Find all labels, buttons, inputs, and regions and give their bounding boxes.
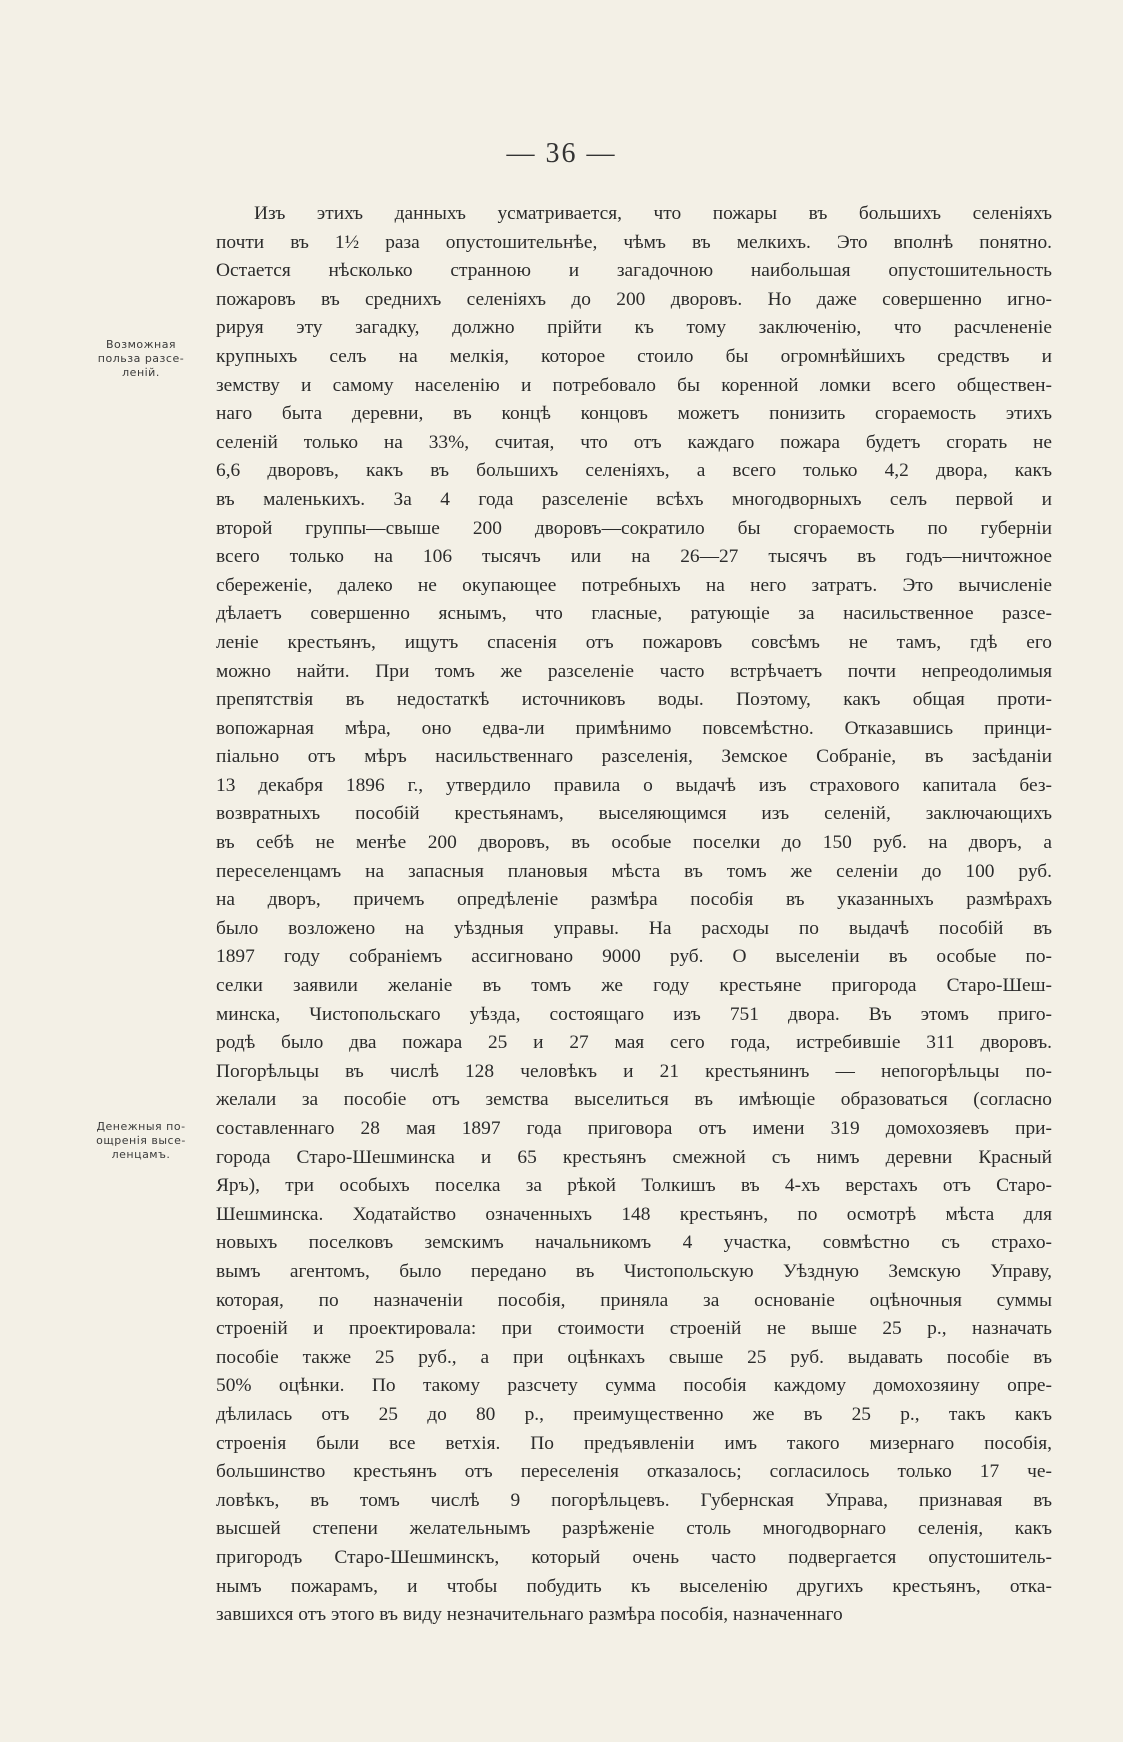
text-line: высшей степени желательнымъ разрѣженіе столь многодворнаго селенія, какъ xyxy=(216,1518,1052,1540)
margin-note-line: ленцамъ. xyxy=(111,1148,171,1161)
text-line: новыхъ поселковъ земскимъ начальникомъ 4 участка, совмѣстно съ страхо- xyxy=(216,1232,1052,1254)
text-line: минска, Чистопольскаго уѣзда, состоящаго изъ 751 двора. Въ этомъ приго- xyxy=(216,1003,1052,1025)
text-line: которая, по назначеніи пособія, приняла за основаніе оцѣночныя суммы xyxy=(216,1289,1052,1311)
margin-note-line: польза разсе- xyxy=(97,352,185,365)
text-line: Остается нѣсколько странною и загадочною наибольшая опустошительность xyxy=(216,260,1052,282)
text-line: ловѣкъ, въ томъ числѣ 9 погорѣльцевъ. Губернская Управа, признавая въ xyxy=(216,1489,1052,1511)
text-line: 6,6 дворовъ, какъ въ большихъ селеніяхъ, а всего только 4,2 двора, какъ xyxy=(216,460,1052,482)
text-line: города Старо-Шешминска и 65 крестьянъ смежной съ нимъ деревни Красный xyxy=(216,1146,1052,1168)
text-line: нымъ пожарамъ, и чтобы побудить къ выселенію другихъ крестьянъ, отка- xyxy=(216,1575,1052,1597)
text-line: вымъ агентомъ, было передано въ Чистопольскую Уѣздную Земскую Управу, xyxy=(216,1260,1052,1282)
text-line: пригородъ Старо-Шешминскъ, который очень часто подвергается опустошитель- xyxy=(216,1546,1052,1568)
text-line: земству и самому населенію и потребовало бы коренной ломки всего обществен- xyxy=(216,374,1052,396)
text-line: переселенцамъ на запасныя плановыя мѣста въ томъ же селеніи до 100 руб. xyxy=(216,860,1052,882)
text-line: въ себѣ не менѣе 200 дворовъ, въ особые поселки до 150 руб. на дворъ, а xyxy=(216,832,1052,854)
text-line: Шешминска. Ходатайство означенныхъ 148 крестьянъ, по осмотрѣ мѣста для xyxy=(216,1203,1052,1225)
margin-note-line: ощренія высе- xyxy=(96,1134,186,1147)
text-line: вопожарная мѣра, оно едва-ли примѣнимо повсемѣстно. Отказавшись принци- xyxy=(216,717,1052,739)
text-line: строеній и проектировала: при стоимости строеній не выше 25 р., назначать xyxy=(216,1318,1052,1340)
text-line: леніе крестьянъ, ищутъ спасенія отъ пожаровъ совсѣмъ не тамъ, гдѣ его xyxy=(216,631,1052,653)
margin-note-line: леній. xyxy=(122,366,160,379)
text-line: второй группы—свыше 200 дворовъ—сократило бы сгораемость по губерніи xyxy=(216,517,1052,539)
text-line: составленнаго 28 мая 1897 года приговора отъ имени 319 домохозяевъ при- xyxy=(216,1118,1052,1139)
text-line: большинство крестьянъ отъ переселенія отказалось; согласилось только 17 че- xyxy=(216,1461,1052,1483)
text-line: препятствія въ недостаткѣ источниковъ воды. Поэтому, какъ общая проти- xyxy=(216,689,1052,711)
text-line: дѣлилась отъ 25 до 80 р., преимущественно же въ 25 р., такъ какъ xyxy=(216,1403,1052,1425)
margin-note-posobiya xyxy=(78,1120,204,1162)
text-line: было возложено на уѣздныя управы. На расходы по выдачѣ пособій въ xyxy=(216,917,1052,939)
text-line: завшихся отъ этого въ виду незначительнаго размѣра пособія, назначеннаго xyxy=(216,1604,843,1626)
text-line: возвратныхъ пособій крестьянамъ, выселяющимся изъ селеній, заключающихъ xyxy=(216,803,1052,825)
text-line: Яръ), три особыхъ поселка за рѣкой Толкишъ въ 4-хъ верстахъ отъ Старо- xyxy=(216,1175,1052,1197)
text-line: почти въ 1½ раза опустошительнѣе, чѣмъ въ мелкихъ. Это вполнѣ понятно. xyxy=(216,231,1052,253)
margin-note-line: Денежныя по- xyxy=(96,1120,186,1133)
text-line: Изъ этихъ данныхъ усматривается, что пожары въ большихъ селеніяхъ xyxy=(254,203,1052,224)
text-line: желали за пособіе отъ земства выселиться въ имѣющіе образоваться (согласно xyxy=(216,1089,1052,1111)
margin-note-razselenie xyxy=(78,338,204,380)
text-line: селеній только на 33%, считая, что отъ каждаго пожара будетъ сгорать не xyxy=(216,431,1052,453)
text-line: рируя эту загадку, должно прійти къ тому заключенію, что расчлененіе xyxy=(216,317,1052,339)
text-line: Погорѣльцы въ числѣ 128 человѣкъ и 21 крестьянинъ — непогорѣльцы по- xyxy=(216,1060,1052,1082)
text-line: всего только на 106 тысячъ или на 26—27 тысячъ въ годъ—ничтожное xyxy=(216,546,1052,568)
text-line: 50% оцѣнки. По такому разсчету сумма пособія каждому домохозяину опре- xyxy=(216,1375,1052,1397)
text-line: строенія были все ветхія. По предъявленіи имъ такого мизернаго пособія, xyxy=(216,1432,1052,1454)
text-line: пособіе также 25 руб., а при оцѣнкахъ свыше 25 руб. выдавать пособіе въ xyxy=(216,1346,1052,1368)
text-line: сбереженіе, далеко не окупающее потребныхъ на него затратъ. Это вычисленіе xyxy=(216,574,1052,596)
text-line: можно найти. При томъ же разселеніе часто встрѣчаетъ почти непреодолимыя xyxy=(216,660,1052,682)
text-line: селки заявили желаніе въ томъ же году крестьяне пригорода Старо-Шеш- xyxy=(216,975,1052,997)
text-line: крупныхъ селъ на мелкія, которое стоило бы огромнѣйшихъ средствъ и xyxy=(216,345,1052,367)
text-line: на дворъ, причемъ опредѣленіе размѣра пособія въ указанныхъ размѣрахъ xyxy=(216,889,1052,911)
text-line: 1897 году собраніемъ ассигновано 9000 руб. О выселеніи въ особые по- xyxy=(216,946,1052,968)
margin-note-line: Возможная xyxy=(105,338,177,351)
text-line: родѣ было два пожара 25 и 27 мая сего года, истребившіе 311 дворовъ. xyxy=(216,1032,1052,1054)
body-paragraph xyxy=(216,200,1052,1630)
text-line: въ маленькихъ. За 4 года разселеніе всѣхъ многодворныхъ селъ первой и xyxy=(216,488,1052,510)
text-line: 13 декабря 1896 г., утвердило правила о выдачѣ изъ страхового капитала без- xyxy=(216,774,1052,796)
text-line: наго быта деревни, въ концѣ концовъ можетъ понизить сгораемость этихъ xyxy=(216,403,1052,425)
text-line: пожаровъ въ среднихъ селеніяхъ до 200 дворовъ. Но даже совершенно игно- xyxy=(216,288,1052,310)
text-line: піально отъ мѣръ насильственнаго разселенія, Земское Собраніе, въ засѣданіи xyxy=(216,746,1052,768)
page-number: — 36 — xyxy=(506,138,617,169)
text-line: дѣлаетъ совершенно яснымъ, что гласные, ратующіе за насильственное разсе- xyxy=(216,603,1052,625)
